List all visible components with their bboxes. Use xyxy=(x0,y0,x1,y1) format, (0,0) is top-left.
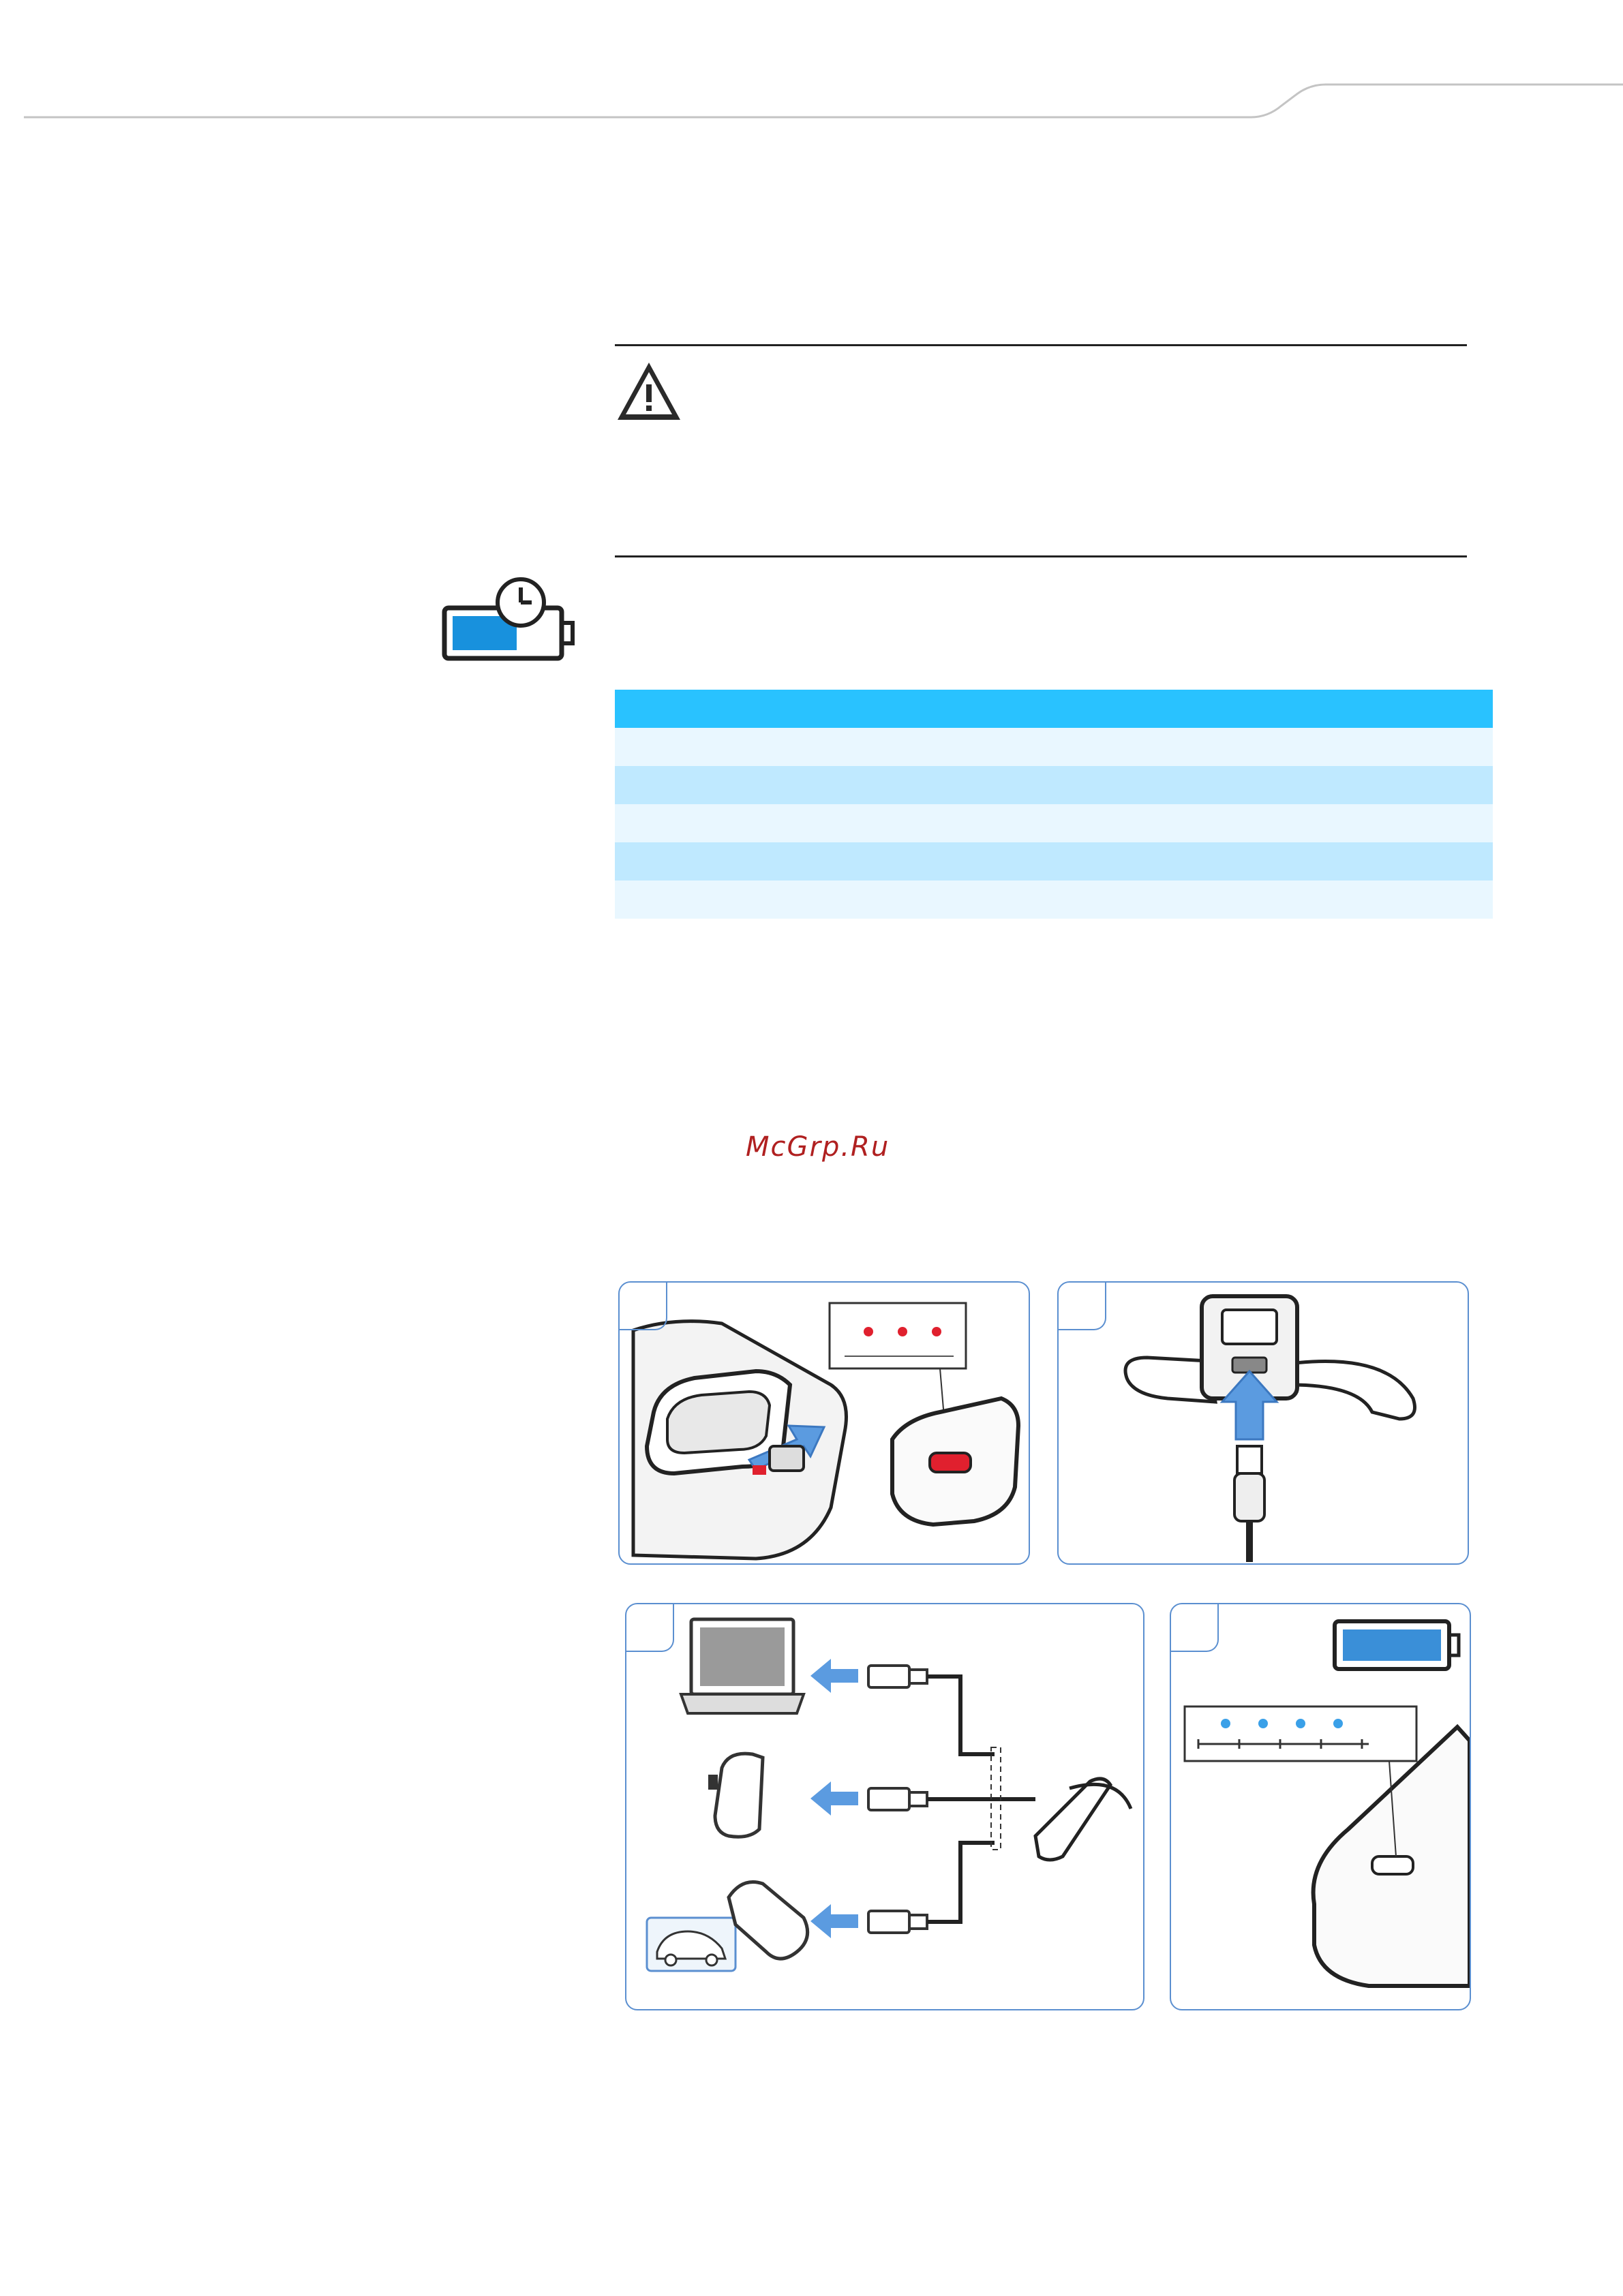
charging-table xyxy=(615,690,1493,919)
illustration-panel-4 xyxy=(1170,1603,1471,2010)
panel-tab xyxy=(625,1603,674,1652)
battery-clock-icon xyxy=(442,577,578,661)
table-row xyxy=(615,728,1493,766)
table-row xyxy=(615,842,1493,881)
header-rule xyxy=(0,0,1623,136)
car-charger-icon xyxy=(647,1882,808,1972)
illustration-panel-2 xyxy=(1057,1281,1469,1565)
headset-open-cover-illustration xyxy=(620,1283,1029,1563)
illustration-panel-1 xyxy=(618,1281,1030,1565)
laptop-icon xyxy=(681,1619,804,1713)
warning-triangle-icon xyxy=(615,360,683,423)
headset-icon xyxy=(1035,1779,1131,1860)
charging-sources-illustration xyxy=(626,1604,1143,2009)
table-header xyxy=(615,690,1493,728)
usb-plug-icons xyxy=(868,1666,927,1933)
battery-full-illustration xyxy=(1171,1604,1470,2009)
table-row xyxy=(615,766,1493,804)
panel-tab xyxy=(1057,1281,1106,1330)
watermark: McGrp.Ru xyxy=(746,1131,890,1163)
table-row xyxy=(615,881,1493,919)
table-row xyxy=(615,804,1493,842)
battery-full-icon xyxy=(1335,1621,1459,1669)
power-adapter-icon xyxy=(708,1754,763,1837)
illustration-panel-3 xyxy=(625,1603,1144,2010)
usb-arrows xyxy=(810,1659,858,1938)
panel-tab xyxy=(618,1281,667,1330)
panel-tab xyxy=(1170,1603,1219,1652)
headset-plug-illustration xyxy=(1059,1283,1468,1563)
warning-block xyxy=(615,344,1467,557)
